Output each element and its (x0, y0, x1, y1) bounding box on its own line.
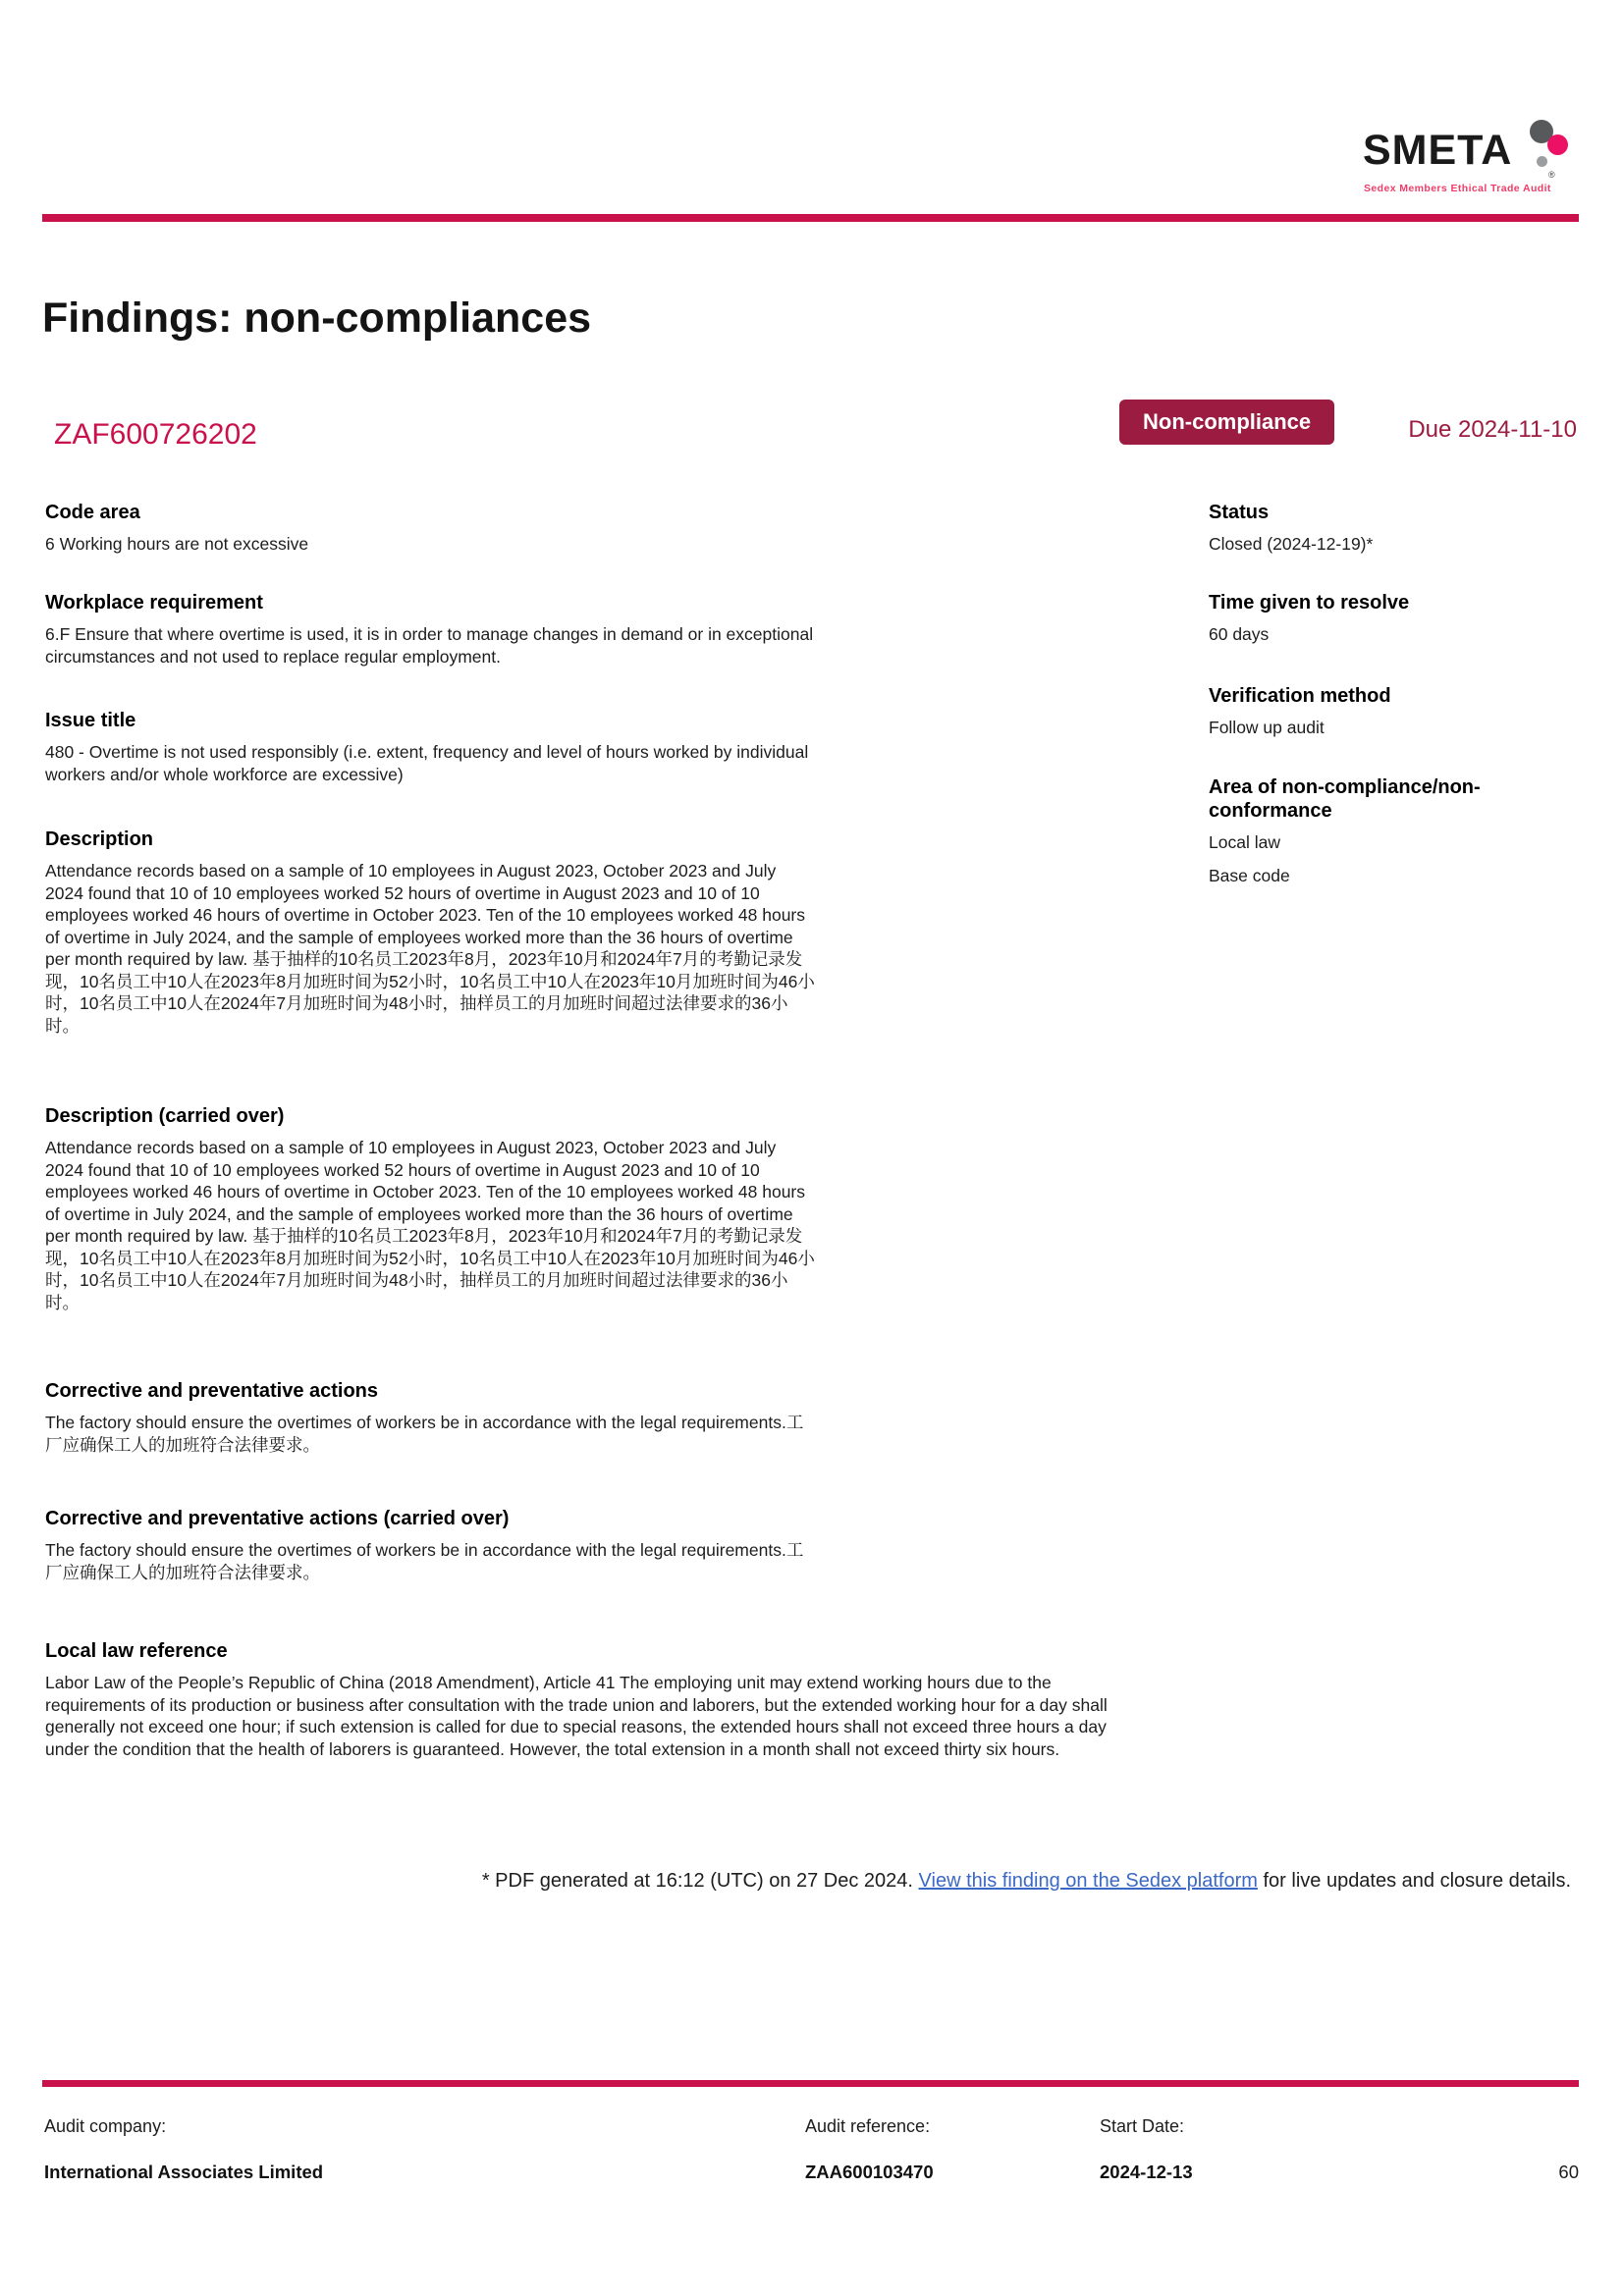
footer (44, 2116, 1579, 2183)
audit-reference-value: ZAA600103470 (805, 2162, 934, 2182)
section-area-of-non-compliance (1209, 775, 1579, 886)
sedex-platform-link[interactable]: View this finding on the Sedex platform (918, 1870, 1258, 1892)
workplace-requirement-heading: Workplace requirement (45, 592, 263, 614)
page-title: Findings: non-compliances (42, 294, 592, 342)
footer-start-date (1100, 2116, 1558, 2183)
smeta-logo-wordmark: SMETA (1363, 127, 1513, 174)
page-number: 60 (1558, 2162, 1579, 2182)
local-law-reference-heading: Local law reference (45, 1640, 228, 1662)
pdf-generated-note (44, 1870, 1571, 1893)
smeta-logo-tagline: Sedex Members Ethical Trade Audit (1364, 183, 1551, 194)
corrective-actions-heading: Corrective and preventative actions (45, 1380, 379, 1402)
section-corrective-actions-carried-over (45, 1507, 816, 1583)
non-compliance-badge: Non-compliance (1119, 400, 1334, 445)
status-heading: Status (1209, 502, 1270, 523)
corrective-actions-body: The factory should ensure the overtimes of workers be in accordance with the legal requirements.工厂应确保工人的加班符合法律要求。 (45, 1413, 804, 1455)
due-date: Due 2024-11-10 (1408, 416, 1577, 443)
description-heading: Description (45, 828, 154, 850)
audit-company-value: International Associates Limited (44, 2162, 324, 2182)
header-divider (42, 214, 1579, 222)
corrective-actions-carried-over-heading: Corrective and preventative actions (carried over) (45, 1508, 510, 1529)
note-suffix: for live updates and closure details. (1257, 1870, 1571, 1892)
logo-dot-pink-icon (1547, 134, 1568, 155)
note-prefix: * PDF generated at 16:12 (UTC) on 27 Dec 2024. (481, 1870, 919, 1892)
audit-company-label: Audit company: (44, 2116, 167, 2136)
section-local-law-reference (45, 1639, 1120, 1760)
smeta-logo (1363, 118, 1574, 206)
footer-audit-reference (805, 2116, 1100, 2183)
footer-divider (42, 2080, 1579, 2087)
section-corrective-actions (45, 1379, 816, 1456)
description-carried-over-heading: Description (carried over) (45, 1105, 285, 1127)
finding-id: ZAF600726202 (54, 418, 257, 451)
verification-method-heading: Verification method (1209, 685, 1391, 707)
section-time-given-to-resolve (1209, 591, 1579, 646)
local-law-reference-body: Labor Law of the People’s Republic of China (2018 Amendment), Article 41 The employing unit may extend working hours due to the requirements of its production or business after consultation with the trade union and laborers, but the extended working hour for a day shall generally not exceed one hour; if such extension is called for due to special reasons, the extended hours shall not exceed three hours a day under the condition that the health of laborers is guaranteed. However, the total extension in a month shall not exceed thirty six hours. (45, 1673, 1108, 1759)
footer-audit-company (44, 2116, 805, 2183)
section-issue-title (45, 709, 816, 785)
section-workplace-requirement (45, 591, 816, 667)
code-area-heading: Code area (45, 502, 140, 523)
start-date-value: 2024-12-13 (1100, 2162, 1193, 2182)
workplace-requirement-body: 6.F Ensure that where overtime is used, it is in order to manage changes in demand or in exceptional circumstances and not used to replace regular employment. (45, 624, 814, 667)
logo-dot-small-icon (1537, 156, 1547, 167)
time-given-heading: Time given to resolve (1209, 592, 1410, 614)
verification-method-value: Follow up audit (1209, 718, 1325, 737)
section-verification-method (1209, 684, 1579, 739)
area-value-base-code: Base code (1209, 865, 1290, 885)
description-body: Attendance records based on a sample of 10 employees in August 2023, October 2023 and July 2024 found that 10 of 10 employees worked 52 hours of overtime in August 2023 and 10 of 10 employees worked 46 hours of overtime in October 2023. Ten of the 10 employees worked 48 hours of overtime in July 2024, and the sample of employees worked more than the 36 hours of overtime per month required by law. 基于抽样的10名员工2023年8月，2023年10月和2024年7月的考勤记录发现，10名员工中10人在2023年8月加班时间为52小时，10名员工中10人在2023年10月加班时间为46小时，10名员工中10人在2024年7月加班时间为48小时，抽样员工的月加班时间超过法律要求的36小时。 (45, 861, 815, 1036)
issue-title-heading: Issue title (45, 710, 136, 731)
section-status (1209, 501, 1579, 556)
area-value-local-law: Local law (1209, 832, 1280, 852)
code-area-body: 6 Working hours are not excessive (45, 534, 309, 554)
description-carried-over-body: Attendance records based on a sample of 10 employees in August 2023, October 2023 and July 2024 found that 10 of 10 employees worked 52 hours of overtime in August 2023 and 10 of 10 employees worked 46 hours of overtime in October 2023. Ten of the 10 employees worked 48 hours of overtime in July 2024, and the sample of employees worked more than the 36 hours of overtime per month required by law. 基于抽样的10名员工2023年8月，2023年10月和2024年7月的考勤记录发现，10名员工中10人在2023年8月加班时间为52小时，10名员工中10人在2023年10月加班时间为46小时，10名员工中10人在2024年7月加班时间为48小时，抽样员工的月加班时间超过法律要求的36小时。 (45, 1138, 815, 1312)
issue-title-body: 480 - Overtime is not used responsibly (i.e. extent, frequency and level of hours worked by individual workers and/or whole workforce are excessive) (45, 742, 809, 784)
section-description-carried-over (45, 1104, 816, 1313)
start-date-label: Start Date: (1100, 2116, 1185, 2136)
audit-reference-label: Audit reference: (805, 2116, 931, 2136)
time-given-value: 60 days (1209, 624, 1270, 644)
section-code-area (45, 501, 308, 556)
registered-trademark-symbol: ® (1548, 170, 1555, 180)
section-description (45, 828, 816, 1037)
corrective-actions-carried-over-body: The factory should ensure the overtimes of workers be in accordance with the legal requirements.工厂应确保工人的加班符合法律要求。 (45, 1540, 804, 1582)
status-value: Closed (2024-12-19)* (1209, 534, 1374, 554)
area-of-non-compliance-heading: Area of non-compliance/non-conformance (1209, 776, 1481, 822)
